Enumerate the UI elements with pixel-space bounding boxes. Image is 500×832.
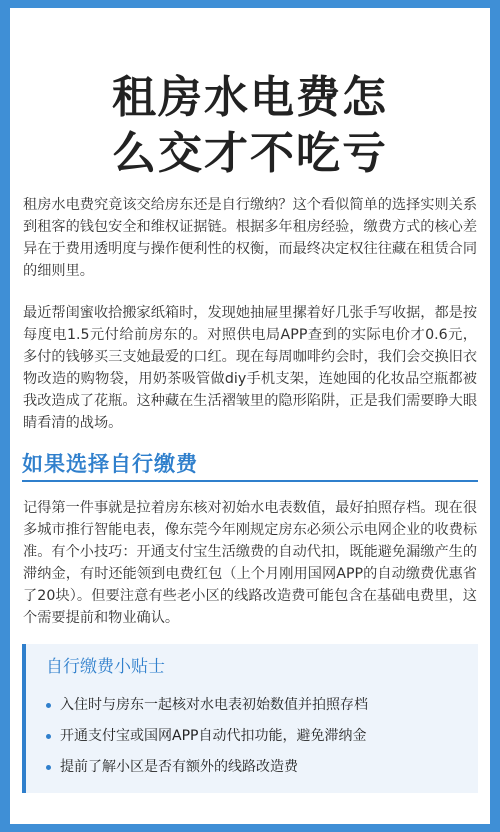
article-card (10, 8, 490, 824)
story-paragraph: 最近帮闺蜜收拾搬家纸箱时，发现她抽屉里摞着好几张手写收据，都是按每度电1.5元付给前房东的。对照供电局APP查到的实际电价才0.6元，多付的钱够买三支她最爱的口红。现在每周咖啡约会时，我们会交换旧衣物改造的购物袋，用奶茶吸管做diy手机支架，连她囤的化妆品空瓶都被我改造成了花瓶。这种藏在生活褶皱里的隐形陷阱，正是我们需要睁大眼睛看清的战场。 (23, 305, 478, 431)
list-item (46, 721, 368, 752)
tips-box (22, 644, 478, 793)
list-item (46, 690, 368, 721)
tips-title: 自行缴费小贴士 (46, 657, 165, 677)
tip-text: 提前了解小区是否有额外的线路改造费 (60, 759, 298, 775)
list-item (46, 752, 368, 783)
tip-text: 入住时与房东一起核对水电表初始数值并拍照存档 (60, 697, 368, 713)
self-pay-paragraph: 记得第一件事就是拉着房东核对初始水电表数值，最好拍照存档。现在很多城市推行智能电表，像东莞今年刚规定房东必须公示电网企业的收费标准。有个小技巧：开通支付宝生活缴费的自动代扣，既能避免漏缴产生的滞纳金，有时还能领到电费红包（上个月刚用国网APP的自动缴费优惠省了20块）。但要注意有些老小区的线路改造费可能包含在基础电费里，这个需要提前和物业确认。 (23, 500, 478, 626)
intro-paragraph: 租房水电费究竟该交给房东还是自行缴纳？这个看似简单的选择实则关系到租客的钱包安全和维权证据链。根据多年租房经验，缴费方式的核心差异在于费用透明度与操作便利性的权衡，而最终决定权往往藏在租赁合同的细则里。 (23, 197, 478, 279)
section-divider (22, 480, 478, 482)
bullet-dot-icon (46, 703, 51, 708)
tips-list (46, 690, 368, 783)
title-line-2: 么交才不吃亏 (112, 128, 388, 179)
bullet-dot-icon (46, 734, 51, 739)
bullet-dot-icon (46, 765, 51, 770)
title-line-1: 租房水电费怎 (112, 72, 388, 123)
article-title (10, 70, 490, 182)
section-heading: 如果选择自行缴费 (22, 452, 198, 476)
tip-text: 开通支付宝或国网APP自动代扣功能，避免滞纳金 (60, 728, 367, 744)
